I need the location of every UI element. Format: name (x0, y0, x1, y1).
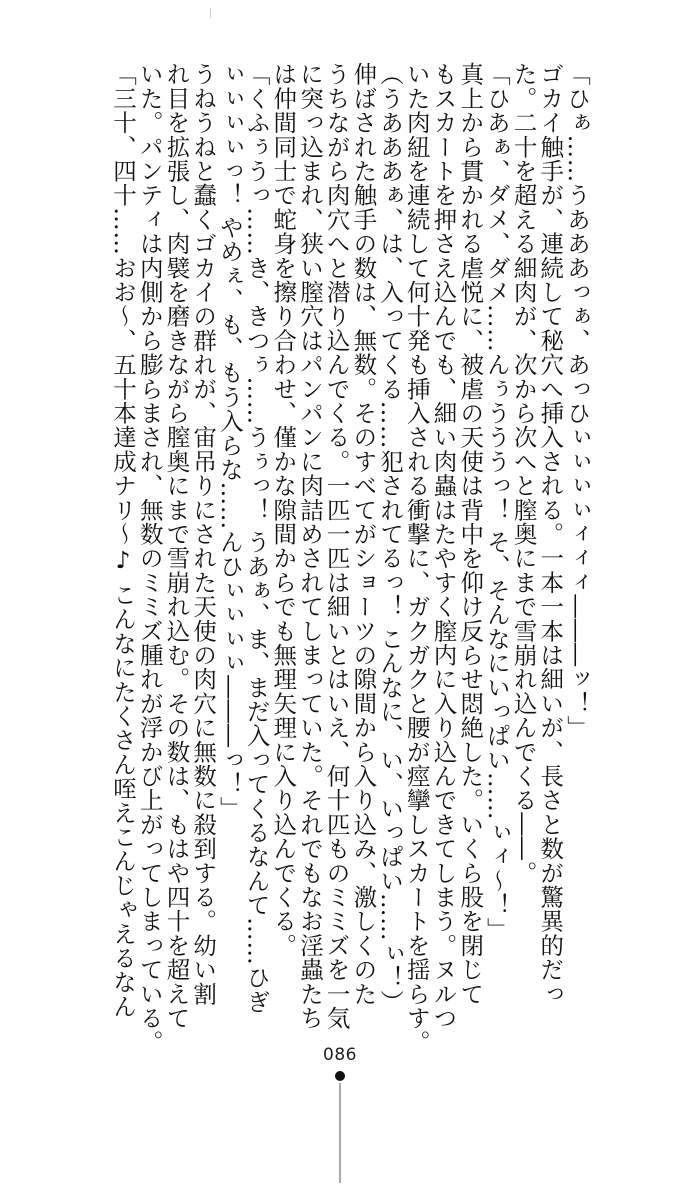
text-line: 「ひあぁ、ダメ、ダメ……んぅうううっ！ そ、そんなにいっぱい……ぃィ～！」 (482, 62, 511, 942)
text-line: うねうねと蠢くゴカイの群れが、宙吊りにされた天使の肉穴に無数に殺到する。幼い割 (189, 62, 218, 1006)
text-line: ぃぃぃぃっ！ やめぇ、も、もう入らな……んひぃぃぃぃ―――っ！」 (215, 62, 244, 821)
text-line: た。二十を超える細肉が、次から次へと膣奥にまで雪崩れ込んでくる――。 (509, 62, 538, 885)
page-footer (0, 1045, 680, 1065)
text-line: もスカートを押さえ込んでも、細い肉蟲はたやすく膣内に入り込んできてしまう。ヌルつ (429, 62, 458, 1030)
text-line: 「ひぁ……うあああっぁ、あっひぃぃぃぃィィィ―――ッ！」 (563, 62, 591, 740)
footer-dot-ornament (335, 1071, 345, 1081)
text-line: 「三十、四十……おお～、五十本達成ナリ～♪ こんなにたくさん咥えこんじゃえるなん (109, 62, 138, 1019)
crop-mark (210, 8, 211, 18)
text-line: うちながら肉穴へと潜り込んでくる。一匹一匹は細いとはいえ、何十匹ものミミズを一気 (322, 62, 351, 1030)
text-line: ゴカイ触手が、連続して秘穴へ挿入される。一本一本は細いが、長さと数が驚異的だっ (536, 62, 565, 1006)
text-line: は仲間同士で蛇身を擦り合わせ、僅かな隙間からでも無理矢理に入り込んでくる。 (269, 62, 298, 958)
footer-rule (339, 1083, 341, 1183)
text-line: いた肉紐を連続して何十発も挿入される衝撃に、ガクガクと腰が痙攣しスカートを揺らす。 (402, 62, 431, 1055)
text-line: （うあああぁ、は、入ってくる……犯されてるっ！ こんなに、い、いっぱい……ぃ！） (376, 62, 405, 1014)
text-line: れ目を拡張し、肉襞を磨きながら膣奥にまで雪崩れ込む。その数は、もはや四十を超えて (162, 62, 191, 1030)
text-line: いた。パンティは内側から膨らまされ、無数のミミズ腫れが浮かび上がってしまっている。 (135, 62, 164, 1055)
text-line: に突っ込まれ、狭い膣穴はパンパンに肉詰めされてしまっていた。それでもなお淫蟲たち (295, 62, 324, 1030)
page-number: 086 (323, 1045, 357, 1065)
text-line: 「くふぅうっ……き、きつぅ……うぅっ！ うあぁ、ま、まだ入ってくるなんて……ひぎ (242, 62, 271, 1014)
text-line: 伸ばされた触手の数は、無数。そのすべてがショーツの隙間から入り込み、激しくのた (349, 62, 378, 1006)
text-line: 真上から貫かれる虐悦に、被虐の天使は背中を仰け反らせ悶絶した。いくら股を閉じて (456, 62, 485, 1006)
